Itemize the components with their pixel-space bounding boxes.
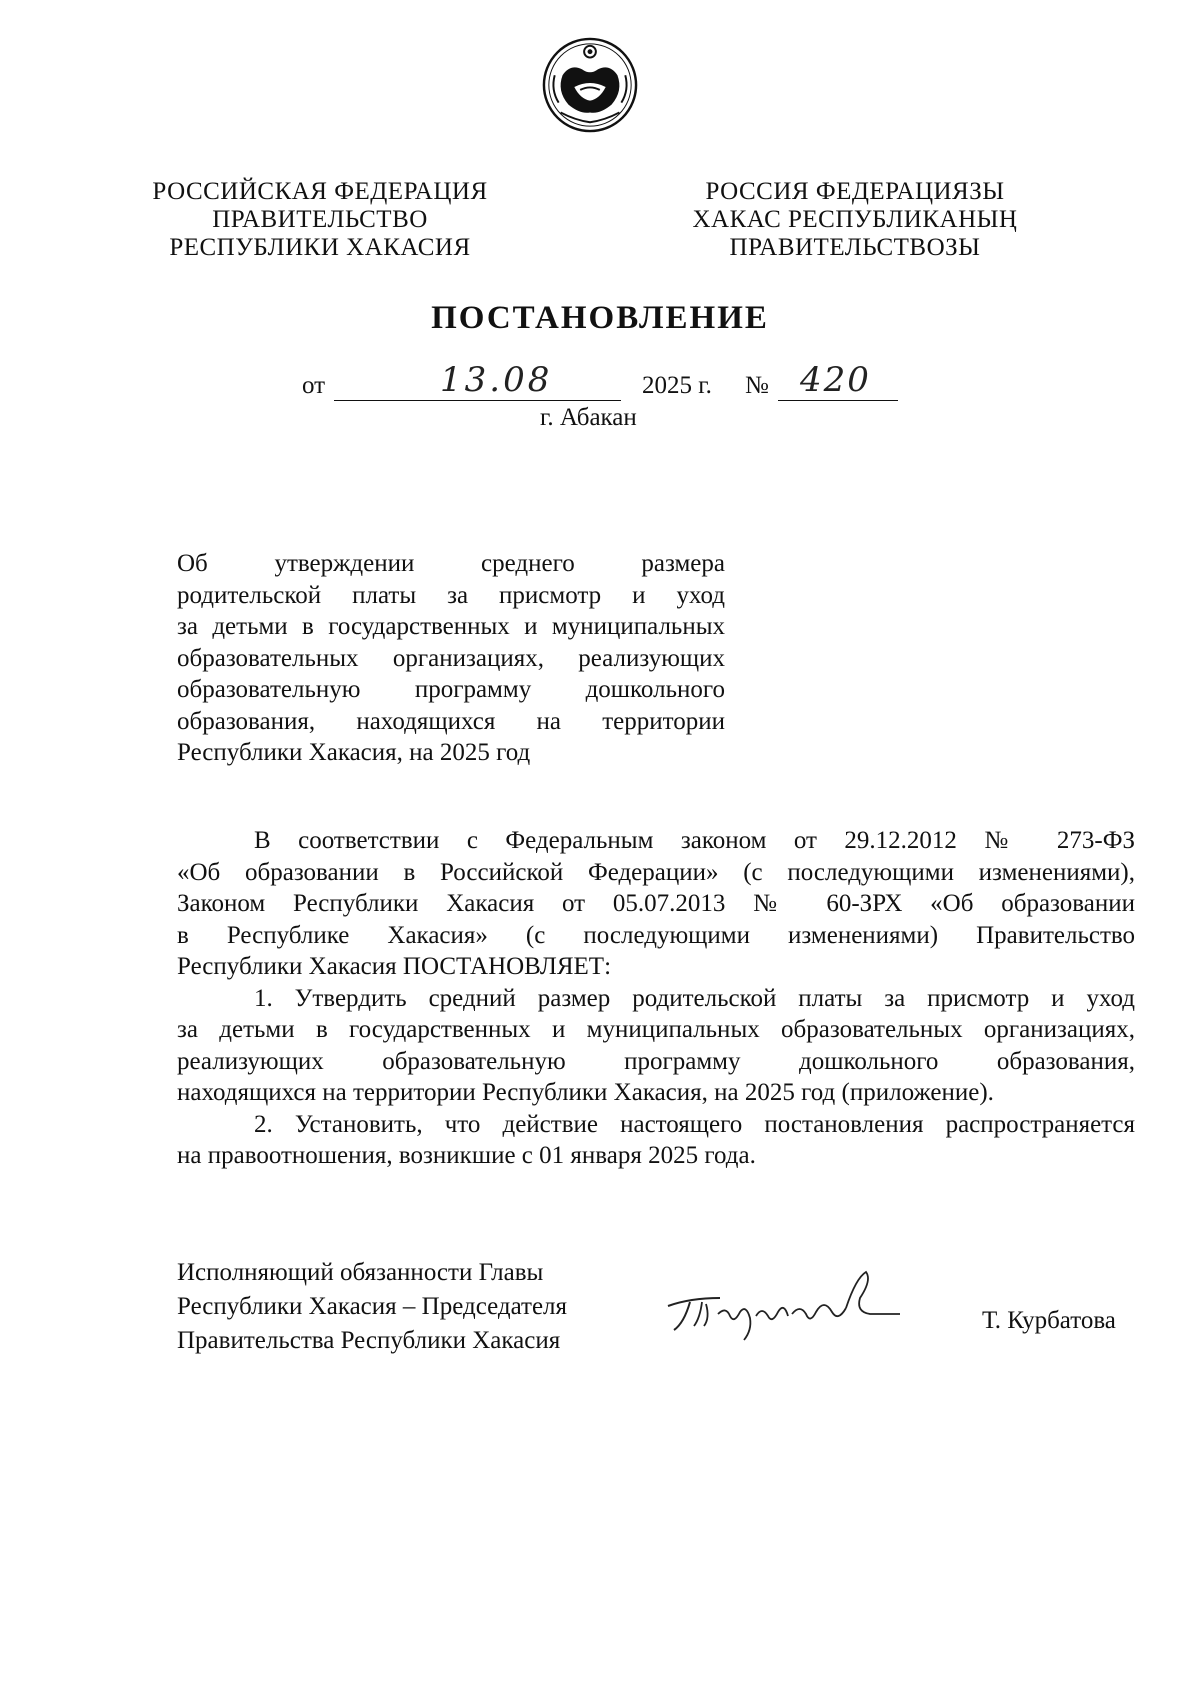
handwritten-number: 420 bbox=[800, 360, 871, 400]
header-left-line: РОССИЙСКАЯ ФЕДЕРАЦИЯ bbox=[152, 178, 488, 205]
position-line: Исполняющий обязанности Главы bbox=[177, 1259, 544, 1286]
subject-line: образовательных организациях, реализующих bbox=[177, 644, 725, 672]
date-year: 2025 г. bbox=[642, 372, 712, 399]
dateline bbox=[0, 360, 1200, 408]
body-line: в Республике Хакасия» (с последующими изменениями) Правительство bbox=[177, 921, 1135, 949]
date-prefix: от bbox=[302, 372, 326, 399]
subject-line: родительской платы за присмотр и уход bbox=[177, 581, 725, 609]
body-line: за детьми в государственных и муниципальных образовательных организациях, bbox=[177, 1016, 1135, 1043]
subject-line: образования, находящихся на территории bbox=[177, 707, 725, 735]
body-line: 1. Утвердить средний размер родительской платы за присмотр и уход bbox=[254, 984, 1135, 1012]
position-line: Правительства Республики Хакасия bbox=[177, 1327, 561, 1354]
subject-line: Республики Хакасия, на 2025 год bbox=[177, 739, 531, 766]
header-khakas bbox=[690, 178, 1020, 262]
signatory-name: Т. Курбатова bbox=[982, 1307, 1116, 1334]
coat-of-arms-icon bbox=[541, 36, 639, 134]
header-right-line: ПРАВИТЕЛЬСТВОЗЫ bbox=[729, 234, 981, 261]
position-line: Республики Хакасия – Председателя bbox=[177, 1293, 568, 1320]
header-right-line: РОССИЯ ФЕДЕРАЦИЯЗЫ bbox=[705, 178, 1005, 205]
signatory-position bbox=[177, 1256, 567, 1358]
document-subject bbox=[177, 548, 725, 769]
body-line: 2. Установить, что действие настоящего постановления распространяется bbox=[254, 1110, 1135, 1138]
body-line: Законом Республики Хакасия от 05.07.2013 № 60-ЗРХ «Об образовании bbox=[177, 890, 1135, 917]
body-line: находящихся на территории Республики Хакасия, на 2025 год (приложение). bbox=[177, 1079, 994, 1106]
body-line: реализующих образовательную программу дошкольного образования, bbox=[177, 1047, 1135, 1075]
header-left-line: РЕСПУБЛИКИ ХАКАСИЯ bbox=[169, 234, 471, 261]
date-underline bbox=[334, 400, 621, 401]
body-line: Республики Хакасия ПОСТАНОВЛЯЕТ: bbox=[177, 953, 612, 980]
number-underline bbox=[778, 400, 898, 401]
header-left-line: ПРАВИТЕЛЬСТВО bbox=[212, 206, 428, 233]
header-right-line: ХАКАС РЕСПУБЛИКАНЫҢ bbox=[692, 206, 1018, 233]
body-line: «Об образовании в Российской Федерации» (с последующими изменениями), bbox=[177, 858, 1135, 886]
subject-line: за детьми в государственных и муниципальных bbox=[177, 613, 725, 640]
number-sign: № bbox=[745, 372, 769, 399]
subject-line: образовательную программу дошкольного bbox=[177, 676, 725, 703]
body-line: В соответствии с Федеральным законом от 29.12.2012 № 273-ФЗ bbox=[254, 827, 1135, 854]
handwritten-signature bbox=[660, 1268, 910, 1348]
city-line: г. Абакан bbox=[540, 404, 637, 431]
handwritten-date: 13.08 bbox=[440, 360, 553, 400]
subject-line: Об утверждении среднего размера bbox=[177, 550, 725, 577]
document-body bbox=[177, 825, 1135, 1172]
document-type-title: ПОСТАНОВЛЕНИЕ bbox=[431, 300, 769, 336]
header-russian bbox=[150, 178, 490, 262]
body-line: на правоотношения, возникшие с 01 января 2025 года. bbox=[177, 1142, 756, 1169]
